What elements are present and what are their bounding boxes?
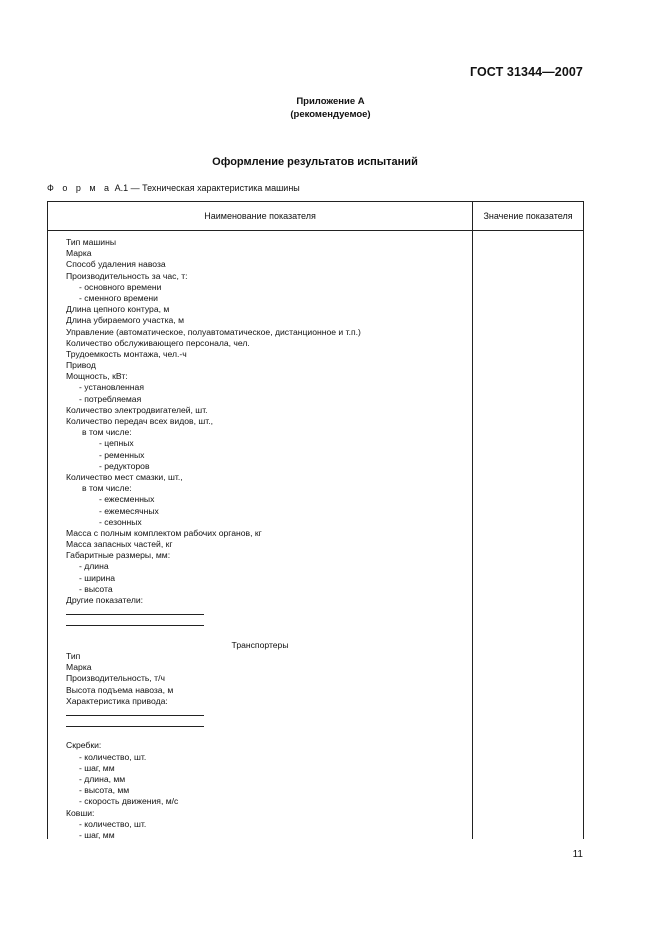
indicator-row: Масса запасных частей, кг xyxy=(66,539,173,550)
underline-blank xyxy=(66,707,204,716)
indicator-row: - шаг, мм xyxy=(79,762,115,773)
indicator-row: - основного времени xyxy=(79,281,162,292)
indicator-row: - длина xyxy=(79,561,109,572)
indicator-row: Количество мест смазки, шт., xyxy=(66,471,183,482)
indicator-row: - ширина xyxy=(79,572,116,583)
indicator-row: Марка xyxy=(66,248,92,259)
indicator-row: - редукторов xyxy=(99,460,150,471)
row-spacer xyxy=(48,729,472,740)
indicator-row: - высота xyxy=(79,583,113,594)
indicator-row: Марка xyxy=(66,662,92,673)
indicator-row: Управление (автоматическое, полуавтоматическое, дистанционное и т.п.) xyxy=(66,326,361,337)
indicator-row: - потребляемая xyxy=(79,393,142,404)
indicator-row: Скребки: xyxy=(66,740,102,751)
indicator-row: в том числе: xyxy=(82,483,132,494)
blank-entry-line xyxy=(48,718,472,729)
indicator-row: - шаг, мм xyxy=(79,829,115,840)
appendix-heading xyxy=(0,95,661,121)
indicator-row: Мощность, кВт: xyxy=(66,371,128,382)
indicator-row: Привод xyxy=(66,360,96,371)
indicator-row: - ежесменных xyxy=(99,494,155,505)
subsection-heading: Транспортеры xyxy=(231,639,289,650)
underline-blank xyxy=(66,718,204,727)
indicator-row: Производительность, т/ч xyxy=(66,673,165,684)
indicator-row: - цепных xyxy=(99,438,134,449)
indicator-row: Количество обслуживающего персонала, чел. xyxy=(66,337,250,348)
indicator-row: - сменного времени xyxy=(79,292,158,303)
indicator-row: Способ удаления навоза xyxy=(66,259,166,270)
indicator-row: Производительность за час, т: xyxy=(66,270,188,281)
row-spacer xyxy=(48,629,472,640)
section-title: Оформление результатов испытаний xyxy=(212,156,418,168)
indicator-row: в том числе: xyxy=(82,427,132,438)
indicator-row: - скорость движения, м/с xyxy=(79,796,179,807)
indicator-row: - количество, шт. xyxy=(79,818,147,829)
underline-blank xyxy=(66,606,204,615)
indicator-row: Масса с полным комплектом рабочих органов, кг xyxy=(66,527,262,538)
blank-entry-line xyxy=(48,617,472,628)
indicator-row: - сезонных xyxy=(99,516,142,527)
blank-entry-line xyxy=(48,606,472,617)
indicator-row: - установленная xyxy=(79,382,144,393)
indicator-value-column xyxy=(473,231,584,840)
form-prefix: Ф о р м а xyxy=(47,183,113,193)
indicator-row: - высота, мм xyxy=(79,785,130,796)
form-caption xyxy=(47,183,300,193)
indicator-row: - длина, мм xyxy=(79,774,126,784)
header-indicator-name: Наименование показателя xyxy=(48,202,473,231)
page-number: 11 xyxy=(572,849,583,860)
appendix-title: Приложение А xyxy=(296,96,365,107)
indicator-row: - количество, шт. xyxy=(79,751,147,762)
indicator-row: Другие показатели: xyxy=(66,595,144,605)
indicator-row: Тип xyxy=(66,650,81,661)
indicator-name-column xyxy=(48,231,473,840)
form-label: А.1 — Техническая характеристика машины xyxy=(114,183,300,193)
blank-entry-line xyxy=(48,707,472,718)
underline-blank xyxy=(66,617,204,626)
characteristics-table xyxy=(47,201,584,839)
indicator-row: Габаритные размеры, мм: xyxy=(66,550,171,561)
indicator-row: - ременных xyxy=(99,449,145,460)
indicator-row: Длина цепного контура, м xyxy=(66,304,170,315)
indicator-row: Количество электродвигателей, шт. xyxy=(66,404,208,415)
indicator-row: - ежемесячных xyxy=(99,505,159,516)
indicator-row: Характеристика привода: xyxy=(66,695,168,706)
indicator-list xyxy=(48,231,472,839)
indicator-row: Трудоемкость монтажа, чел.-ч xyxy=(66,348,187,359)
indicator-row: Тип машины xyxy=(66,237,117,247)
appendix-subtitle: (рекомендуемое) xyxy=(290,109,371,120)
indicator-row: Длина убираемого участка, м xyxy=(66,315,185,326)
indicator-row: Высота подъема навоза, м xyxy=(66,684,174,695)
header-indicator-value: Значение показателя xyxy=(473,202,584,231)
indicator-row: Количество передач всех видов, шт., xyxy=(66,416,214,426)
indicator-row: Ковши: xyxy=(66,807,95,818)
standard-code: ГОСТ 31344—2007 xyxy=(469,65,583,79)
